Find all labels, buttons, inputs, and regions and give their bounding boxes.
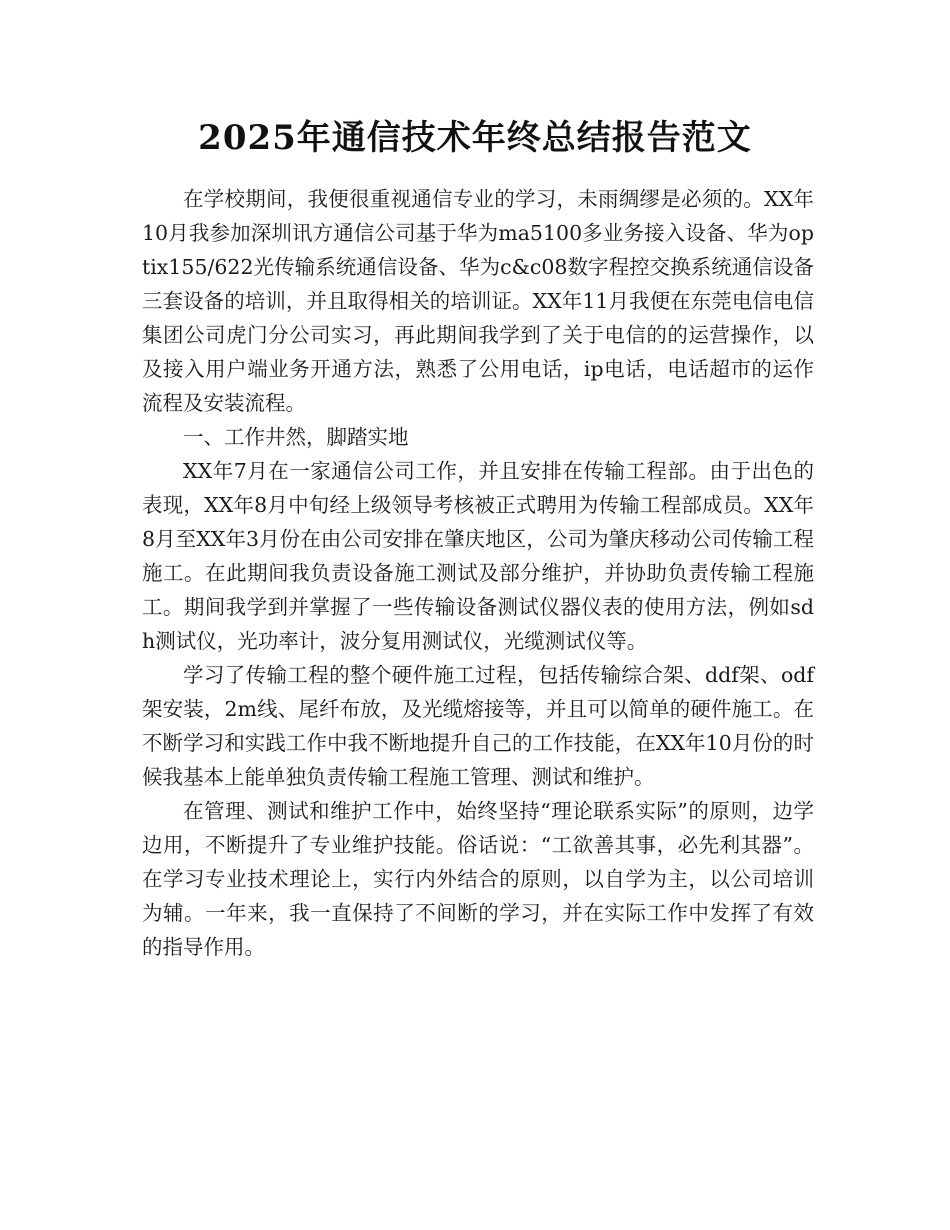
paragraph-intro: 在学校期间，我便很重视通信专业的学习，未雨绸缪是必须的。XX年10月我参加深圳讯方通信公司基于华为ma5100多业务接入设备、华为optix155/622光传输系统通信设备、华为c&c08数字程控交换系统通信设备三套设备的培训，并且取得相关的培训证。XX年11月我便在东莞电信电信集团公司虎门分公司实习，再此期间我学到了关于电信的的运营操作，以及接入用户端业务开通方法，熟悉了公用电话，ip电话，电话超市的运作流程及安装流程。 xyxy=(142,187,814,415)
paragraph-work-experience: XX年7月在一家通信公司工作，并且安排在传输工程部。由于出色的表现，XX年8月中旬经上级领导考核被正式聘用为传输工程部成员。XX年8月至XX年3月份在由公司安排在肇庆地区，公司为肇庆移动公司传输工程施工。在此期间我负责设备施工测试及部分维护，并协助负责传输工程施工。期间我学到并掌握了一些传输设备测试仪器仪表的使用方法，例如sdh测试仪，光功率计，波分复用测试仪，光缆测试仪等。 xyxy=(142,459,814,653)
document-body xyxy=(142,182,814,964)
section-heading: 一、工作井然，脚踏实地 xyxy=(183,425,409,449)
paragraph-hardware-skills: 学习了传输工程的整个硬件施工过程，包括传输综合架、ddf架、odf架安装，2m线、尾纤布放，及光缆熔接等，并且可以简单的硬件施工。在不断学习和实践工作中我不断地提升自己的工作技能，在XX年10月份的时候我基本上能单独负责传输工程施工管理、测试和维护。 xyxy=(142,663,814,789)
document-title: 2025年通信技术年终总结报告范文 xyxy=(198,118,752,158)
paragraph-management: 在管理、测试和维护工作中，始终坚持“理论联系实际”的原则，边学边用，不断提升了专业维护技能。俗话说：“工欲善其事，必先利其器”。在学习专业技术理论上，实行内外结合的原则，以自学为主，以公司培训为辅。一年来，我一直保持了不间断的学习，并在实际工作中发挥了有效的指导作用。 xyxy=(142,799,814,959)
